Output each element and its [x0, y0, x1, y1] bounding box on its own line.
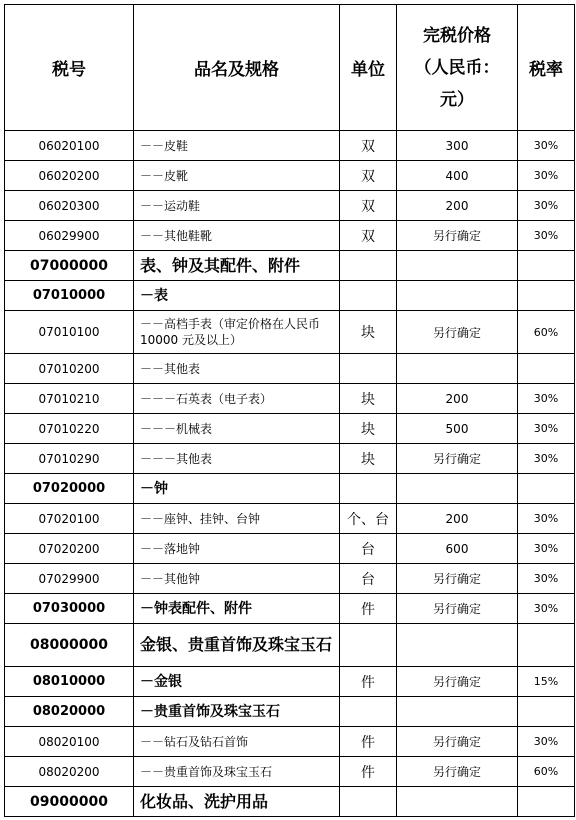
cell-code: 07010100	[5, 311, 134, 354]
cell-code: 07010200	[5, 354, 134, 384]
table-row	[5, 311, 575, 354]
cell-unit: 台	[340, 564, 397, 594]
cell-unit	[340, 354, 397, 384]
table-row	[5, 191, 575, 221]
cell-price: 300	[397, 131, 518, 161]
cell-unit	[340, 787, 397, 817]
cell-code: 07010210	[5, 384, 134, 414]
cell-unit: 双	[340, 191, 397, 221]
cell-name: －－皮鞋	[134, 131, 340, 161]
cell-code: 08020100	[5, 727, 134, 757]
cell-code: 08010000	[5, 667, 134, 697]
cell-rate: 30%	[518, 161, 575, 191]
cell-unit: 件	[340, 667, 397, 697]
cell-price: 另行确定	[397, 221, 518, 251]
cell-code: 07000000	[5, 251, 134, 281]
cell-unit: 个、台	[340, 504, 397, 534]
cell-name: －－皮靴	[134, 161, 340, 191]
cell-rate: 30%	[518, 727, 575, 757]
cell-code: 07010000	[5, 281, 134, 311]
cell-unit: 块	[340, 444, 397, 474]
cell-unit: 块	[340, 384, 397, 414]
cell-unit	[340, 474, 397, 504]
table-row	[5, 221, 575, 251]
table-row	[5, 414, 575, 444]
cell-rate: 30%	[518, 131, 575, 161]
cell-name: －－－石英表（电子表）	[134, 384, 340, 414]
table-row	[5, 504, 575, 534]
table-row	[5, 251, 575, 281]
cell-unit: 块	[340, 414, 397, 444]
table-row	[5, 161, 575, 191]
cell-price	[397, 474, 518, 504]
cell-code: 09000000	[5, 787, 134, 817]
cell-price: 另行确定	[397, 727, 518, 757]
cell-unit: 件	[340, 727, 397, 757]
table-row	[5, 624, 575, 667]
cell-code: 07029900	[5, 564, 134, 594]
cell-rate: 30%	[518, 221, 575, 251]
cell-rate: 30%	[518, 564, 575, 594]
header-price-line2: （人民币：	[414, 57, 500, 78]
cell-name: －－－机械表	[134, 414, 340, 444]
cell-name: －－－其他表	[134, 444, 340, 474]
cell-rate: 30%	[518, 384, 575, 414]
cell-rate	[518, 787, 575, 817]
cell-unit: 台	[340, 534, 397, 564]
table-header-row	[5, 5, 575, 131]
cell-unit	[340, 624, 397, 667]
cell-code: 06020300	[5, 191, 134, 221]
table-row	[5, 564, 575, 594]
cell-rate: 60%	[518, 311, 575, 354]
cell-name: －－其他鞋靴	[134, 221, 340, 251]
cell-price: 200	[397, 504, 518, 534]
cell-unit: 双	[340, 131, 397, 161]
cell-price: 600	[397, 534, 518, 564]
cell-name: －－钻石及钻石首饰	[134, 727, 340, 757]
cell-rate	[518, 697, 575, 727]
cell-price: 另行确定	[397, 757, 518, 787]
header-price-line1: 完税价格	[423, 25, 491, 46]
cell-rate: 30%	[518, 534, 575, 564]
cell-price: 400	[397, 161, 518, 191]
cell-code: 07010220	[5, 414, 134, 444]
cell-unit: 件	[340, 594, 397, 624]
cell-name: －钟表配件、附件	[134, 594, 340, 624]
header-code: 税号	[5, 5, 134, 131]
cell-name: －－座钟、挂钟、台钟	[134, 504, 340, 534]
cell-code: 07030000	[5, 594, 134, 624]
cell-unit: 双	[340, 221, 397, 251]
table-row	[5, 474, 575, 504]
cell-rate: 30%	[518, 594, 575, 624]
cell-name: －－高档手表（审定价格在人民币 10000 元及以上）	[134, 311, 340, 354]
cell-name: －贵重首饰及珠宝玉石	[134, 697, 340, 727]
table-row	[5, 281, 575, 311]
cell-price	[397, 281, 518, 311]
table-body	[5, 131, 575, 817]
table-row	[5, 667, 575, 697]
table-row	[5, 594, 575, 624]
cell-rate	[518, 354, 575, 384]
cell-price	[397, 624, 518, 667]
cell-rate: 30%	[518, 414, 575, 444]
cell-price: 另行确定	[397, 594, 518, 624]
cell-name: －－其他钟	[134, 564, 340, 594]
header-unit: 单位	[340, 5, 397, 131]
cell-rate: 30%	[518, 504, 575, 534]
header-rate: 税率	[518, 5, 575, 131]
table-row	[5, 384, 575, 414]
cell-name: －－其他表	[134, 354, 340, 384]
cell-price: 200	[397, 191, 518, 221]
cell-code: 07020200	[5, 534, 134, 564]
cell-unit: 块	[340, 311, 397, 354]
table-row	[5, 787, 575, 817]
cell-unit: 双	[340, 161, 397, 191]
cell-rate	[518, 251, 575, 281]
table-row	[5, 131, 575, 161]
cell-code: 06020100	[5, 131, 134, 161]
cell-name: －－贵重首饰及珠宝玉石	[134, 757, 340, 787]
cell-price	[397, 697, 518, 727]
cell-price: 200	[397, 384, 518, 414]
cell-code: 08020200	[5, 757, 134, 787]
cell-name: 表、钟及其配件、附件	[134, 251, 340, 281]
header-price-line3: 元）	[440, 89, 474, 110]
cell-rate: 30%	[518, 444, 575, 474]
table-row	[5, 534, 575, 564]
cell-price: 另行确定	[397, 667, 518, 697]
table-row	[5, 444, 575, 474]
table-row	[5, 697, 575, 727]
cell-name: －钟	[134, 474, 340, 504]
cell-unit	[340, 251, 397, 281]
header-name: 品名及规格	[134, 5, 340, 131]
cell-name: －－运动鞋	[134, 191, 340, 221]
cell-price: 500	[397, 414, 518, 444]
cell-price: 另行确定	[397, 564, 518, 594]
tariff-table	[4, 4, 575, 817]
cell-rate: 15%	[518, 667, 575, 697]
cell-name: －金银	[134, 667, 340, 697]
cell-unit	[340, 281, 397, 311]
cell-unit: 件	[340, 757, 397, 787]
cell-code: 07020100	[5, 504, 134, 534]
cell-code: 06020200	[5, 161, 134, 191]
cell-name: －表	[134, 281, 340, 311]
cell-name: 金银、贵重首饰及珠宝玉石	[134, 624, 340, 667]
cell-unit	[340, 697, 397, 727]
cell-rate	[518, 281, 575, 311]
cell-rate	[518, 474, 575, 504]
cell-code: 08020000	[5, 697, 134, 727]
cell-price	[397, 354, 518, 384]
cell-name: －－落地钟	[134, 534, 340, 564]
table-row	[5, 354, 575, 384]
cell-rate	[518, 624, 575, 667]
header-price	[397, 5, 518, 131]
table-row	[5, 757, 575, 787]
cell-code: 08000000	[5, 624, 134, 667]
cell-price: 另行确定	[397, 444, 518, 474]
cell-name: 化妆品、洗护用品	[134, 787, 340, 817]
table-row	[5, 727, 575, 757]
cell-rate: 30%	[518, 191, 575, 221]
cell-code: 07020000	[5, 474, 134, 504]
cell-code: 06029900	[5, 221, 134, 251]
cell-price: 另行确定	[397, 311, 518, 354]
cell-rate: 60%	[518, 757, 575, 787]
cell-price	[397, 787, 518, 817]
cell-price	[397, 251, 518, 281]
cell-code: 07010290	[5, 444, 134, 474]
